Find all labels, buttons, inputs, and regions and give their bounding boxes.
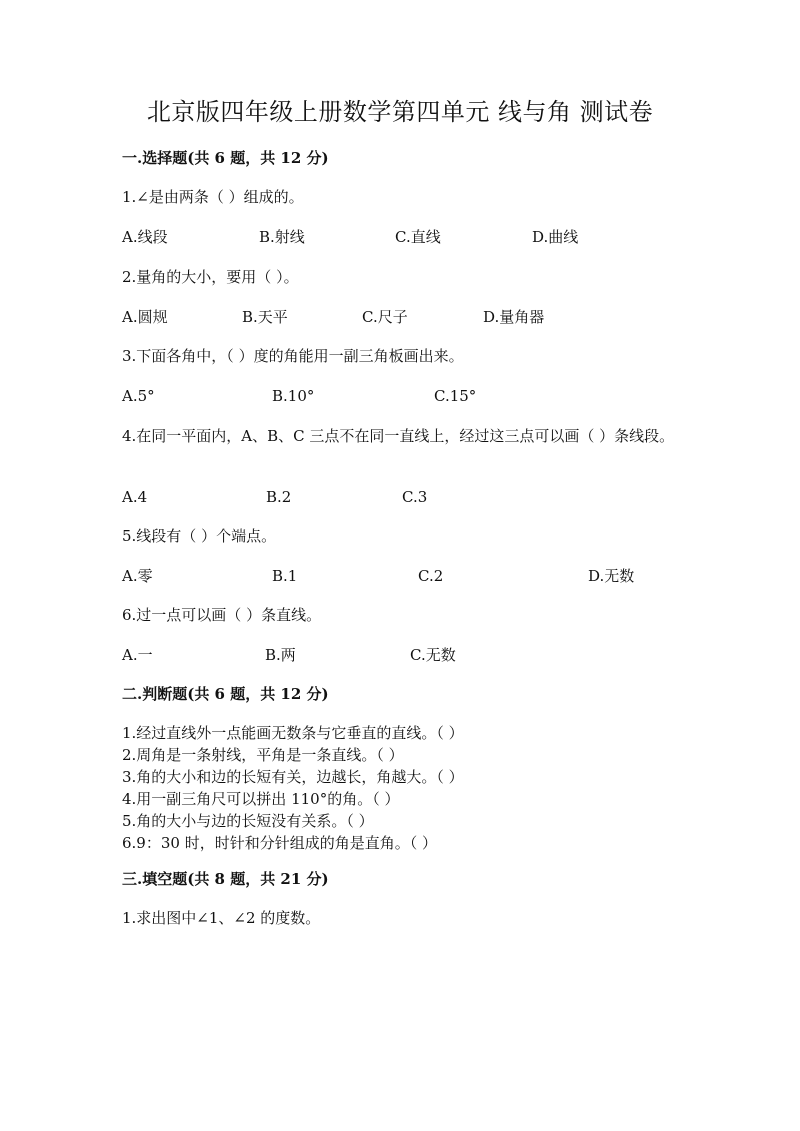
option-c: C.无数 <box>410 646 456 664</box>
option-a: A.5° <box>122 387 155 405</box>
choice-question-5: 5.线段有（ ）个端点。 <box>122 527 277 545</box>
option-b: B.2 <box>266 488 292 506</box>
choice-question-4: 4.在同一平面内，A、B、C 三点不在同一直线上，经过这三点可以画（ ）条线段。 <box>122 427 675 445</box>
fill-question-1: 1.求出图中∠1、∠2 的度数。 <box>122 909 321 927</box>
choice-options-4 <box>122 486 682 508</box>
judge-item: 1.经过直线外一点能画无数条与它垂直的直线。（ ） <box>122 724 464 742</box>
option-a: A.一 <box>122 646 153 664</box>
option-d: D.量角器 <box>483 308 545 326</box>
choice-question-3: 3.下面各角中，（ ）度的角能用一副三角板画出来。 <box>122 347 464 365</box>
option-c: C.3 <box>402 488 428 506</box>
choice-options-1 <box>122 226 682 248</box>
judge-item: 2.周角是一条射线，平角是一条直线。（ ） <box>122 746 404 764</box>
judge-item: 6.9：30 时，时针和分针组成的角是直角。（ ） <box>122 834 437 852</box>
option-b: B.1 <box>272 567 298 585</box>
section-heading-choice: 一.选择题(共 6 题，共 12 分) <box>122 149 329 167</box>
choice-options-2 <box>122 306 682 328</box>
option-b: B.天平 <box>242 308 288 326</box>
option-d: D.无数 <box>588 567 635 585</box>
option-c: C.直线 <box>395 228 441 246</box>
section-heading-judge: 二.判断题(共 6 题，共 12 分) <box>122 685 329 703</box>
judge-item: 5.角的大小与边的长短没有关系。（ ） <box>122 812 374 830</box>
choice-options-5 <box>122 565 682 587</box>
option-d: D.曲线 <box>532 228 579 246</box>
judge-item: 4.用一副三角尺可以拼出 110°的角。（ ） <box>122 790 400 808</box>
choice-question-2: 2.量角的大小，要用（ ）。 <box>122 268 299 286</box>
option-c: C.15° <box>434 387 477 405</box>
option-b: B.10° <box>272 387 315 405</box>
option-a: A.零 <box>122 567 153 585</box>
option-b: B.射线 <box>259 228 305 246</box>
option-c: C.尺子 <box>362 308 408 326</box>
choice-options-3 <box>122 385 682 407</box>
page-title: 北京版四年级上册数学第四单元 线与角 测试卷 <box>146 98 654 126</box>
option-c: C.2 <box>418 567 444 585</box>
choice-options-6 <box>122 644 682 666</box>
option-a: A.圆规 <box>122 308 168 326</box>
judge-item: 3.角的大小和边的长短有关，边越长，角越大。（ ） <box>122 768 464 786</box>
choice-question-1: 1.∠是由两条（ ）组成的。 <box>122 188 304 206</box>
choice-question-6: 6.过一点可以画（ ）条直线。 <box>122 606 322 624</box>
section-heading-fill: 三.填空题(共 8 题，共 21 分) <box>122 870 329 888</box>
option-b: B.两 <box>265 646 296 664</box>
judge-list <box>122 722 464 854</box>
option-a: A.线段 <box>122 228 168 246</box>
option-a: A.4 <box>122 488 148 506</box>
